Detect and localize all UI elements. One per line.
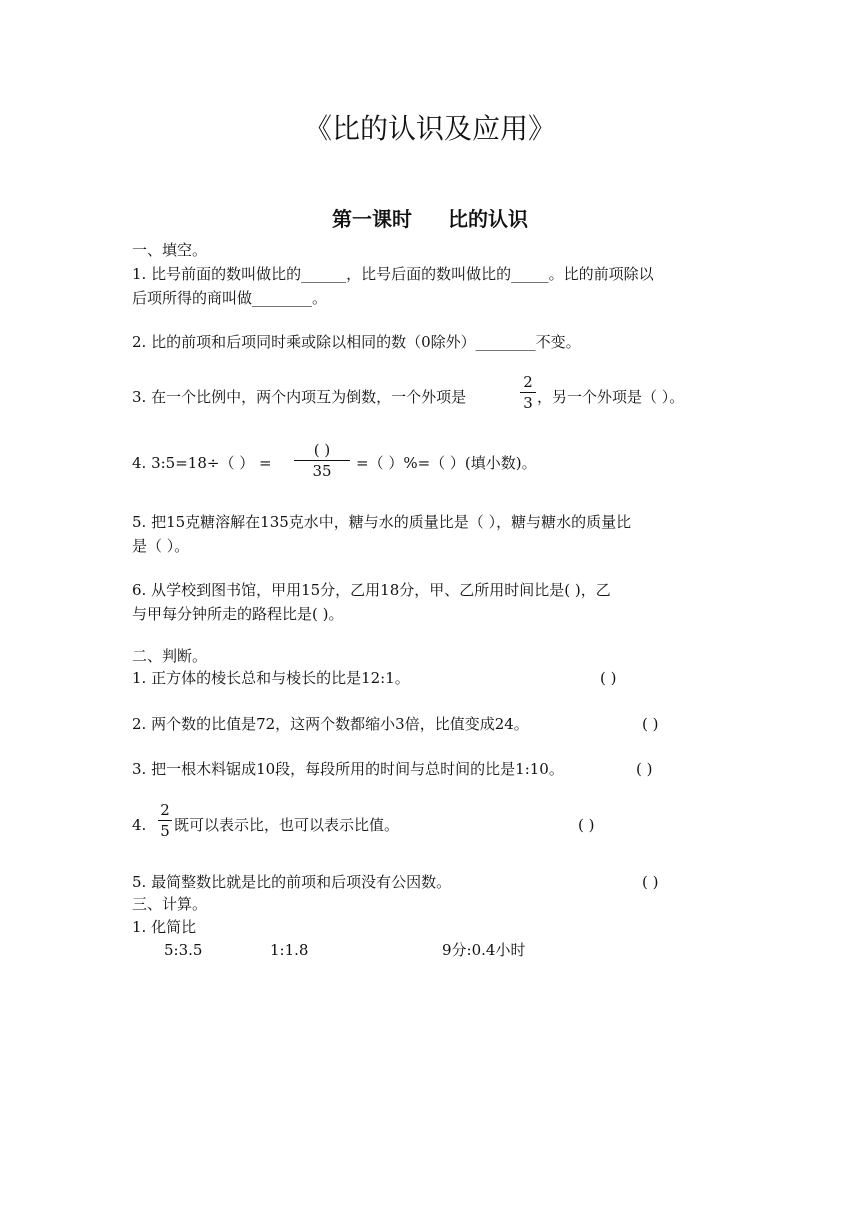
s2-q2-text: 2. 两个数的比值是72，这两个数都缩小3倍，比值变成24。	[132, 715, 529, 733]
s1-q3-frac-num: 2	[523, 373, 533, 391]
s2-q4-frac-den: 5	[160, 822, 170, 840]
s1-q1-line2: 后项所得的商叫做________。	[132, 289, 328, 307]
s1-q4-after: =（ ）%=（ ）(填小数)。	[356, 454, 537, 472]
s1-q2: 2. 比的前项和后项同时乘或除以相同的数（0除外）________不变。	[132, 333, 581, 351]
s2-q1-text: 1. 正方体的棱长总和与棱长的比是12:1。	[132, 669, 410, 687]
section1-heading: 一、填空。	[132, 241, 208, 259]
lesson-label: 第一课时	[332, 207, 412, 231]
s2-q3-text: 3. 把一根木料锯成10段，每段所用的时间与总时间的比是1:10。	[132, 760, 564, 778]
s1-q4-frac-num: ( )	[313, 441, 331, 459]
s2-q4-prefix: 4.	[132, 816, 147, 834]
s2-q2-bracket: ( )	[642, 715, 659, 733]
lesson-topic: 比的认识	[448, 207, 528, 231]
s1-q6-line1: 6. 从学校到图书馆，甲用15分，乙用18分，甲、乙所用时间比是( )，乙	[132, 581, 611, 599]
s1-q5-line2: 是（ ）。	[132, 537, 190, 555]
s3-item: 1:1.8	[270, 941, 309, 959]
s1-q3-fraction	[520, 373, 536, 412]
s2-q4-text: 既可以表示比，也可以表示比值。	[174, 816, 400, 834]
lesson-subtitle	[0, 206, 860, 232]
s1-q4-frac-den: 35	[312, 462, 332, 480]
s2-q4-frac-num: 2	[160, 801, 170, 819]
s1-q3-after: ，另一个外项是（ ）。	[537, 388, 685, 406]
s2-q1-bracket: ( )	[600, 669, 617, 687]
s3-item: 5:3.5	[164, 941, 203, 959]
s2-q4-bracket: ( )	[578, 816, 595, 834]
s2-q3-bracket: ( )	[636, 760, 653, 778]
s1-q4-before: 4. 3:5=18÷（ ） =	[132, 454, 272, 472]
s2-q4-fraction	[158, 801, 172, 840]
s1-q4-fraction	[294, 441, 350, 480]
s3-item: 9分:0.4小时	[442, 941, 526, 959]
s1-q1-line1: 1. 比号前面的数叫做比的______，比号后面的数叫做比的_____。比的前项除以	[132, 265, 654, 283]
s2-q5-text: 5. 最简整数比就是比的前项和后项没有公因数。	[132, 873, 452, 891]
s1-q3-before: 3. 在一个比例中，两个内项互为倒数，一个外项是	[132, 388, 467, 406]
s1-q5-line1: 5. 把15克糖溶解在135克水中，糖与水的质量比是（ ），糖与糖水的质量比	[132, 513, 632, 531]
page-title: 《比的认识及应用》	[303, 112, 556, 145]
s1-q3-frac-den: 3	[523, 394, 533, 412]
s3-sub1: 1. 化简比	[132, 918, 197, 936]
section2-heading: 二、判断。	[132, 647, 208, 665]
s1-q6-line2: 与甲每分钟所走的路程比是( )。	[132, 605, 344, 623]
section3-heading: 三、计算。	[132, 895, 208, 913]
s2-q5-bracket: ( )	[642, 873, 659, 891]
